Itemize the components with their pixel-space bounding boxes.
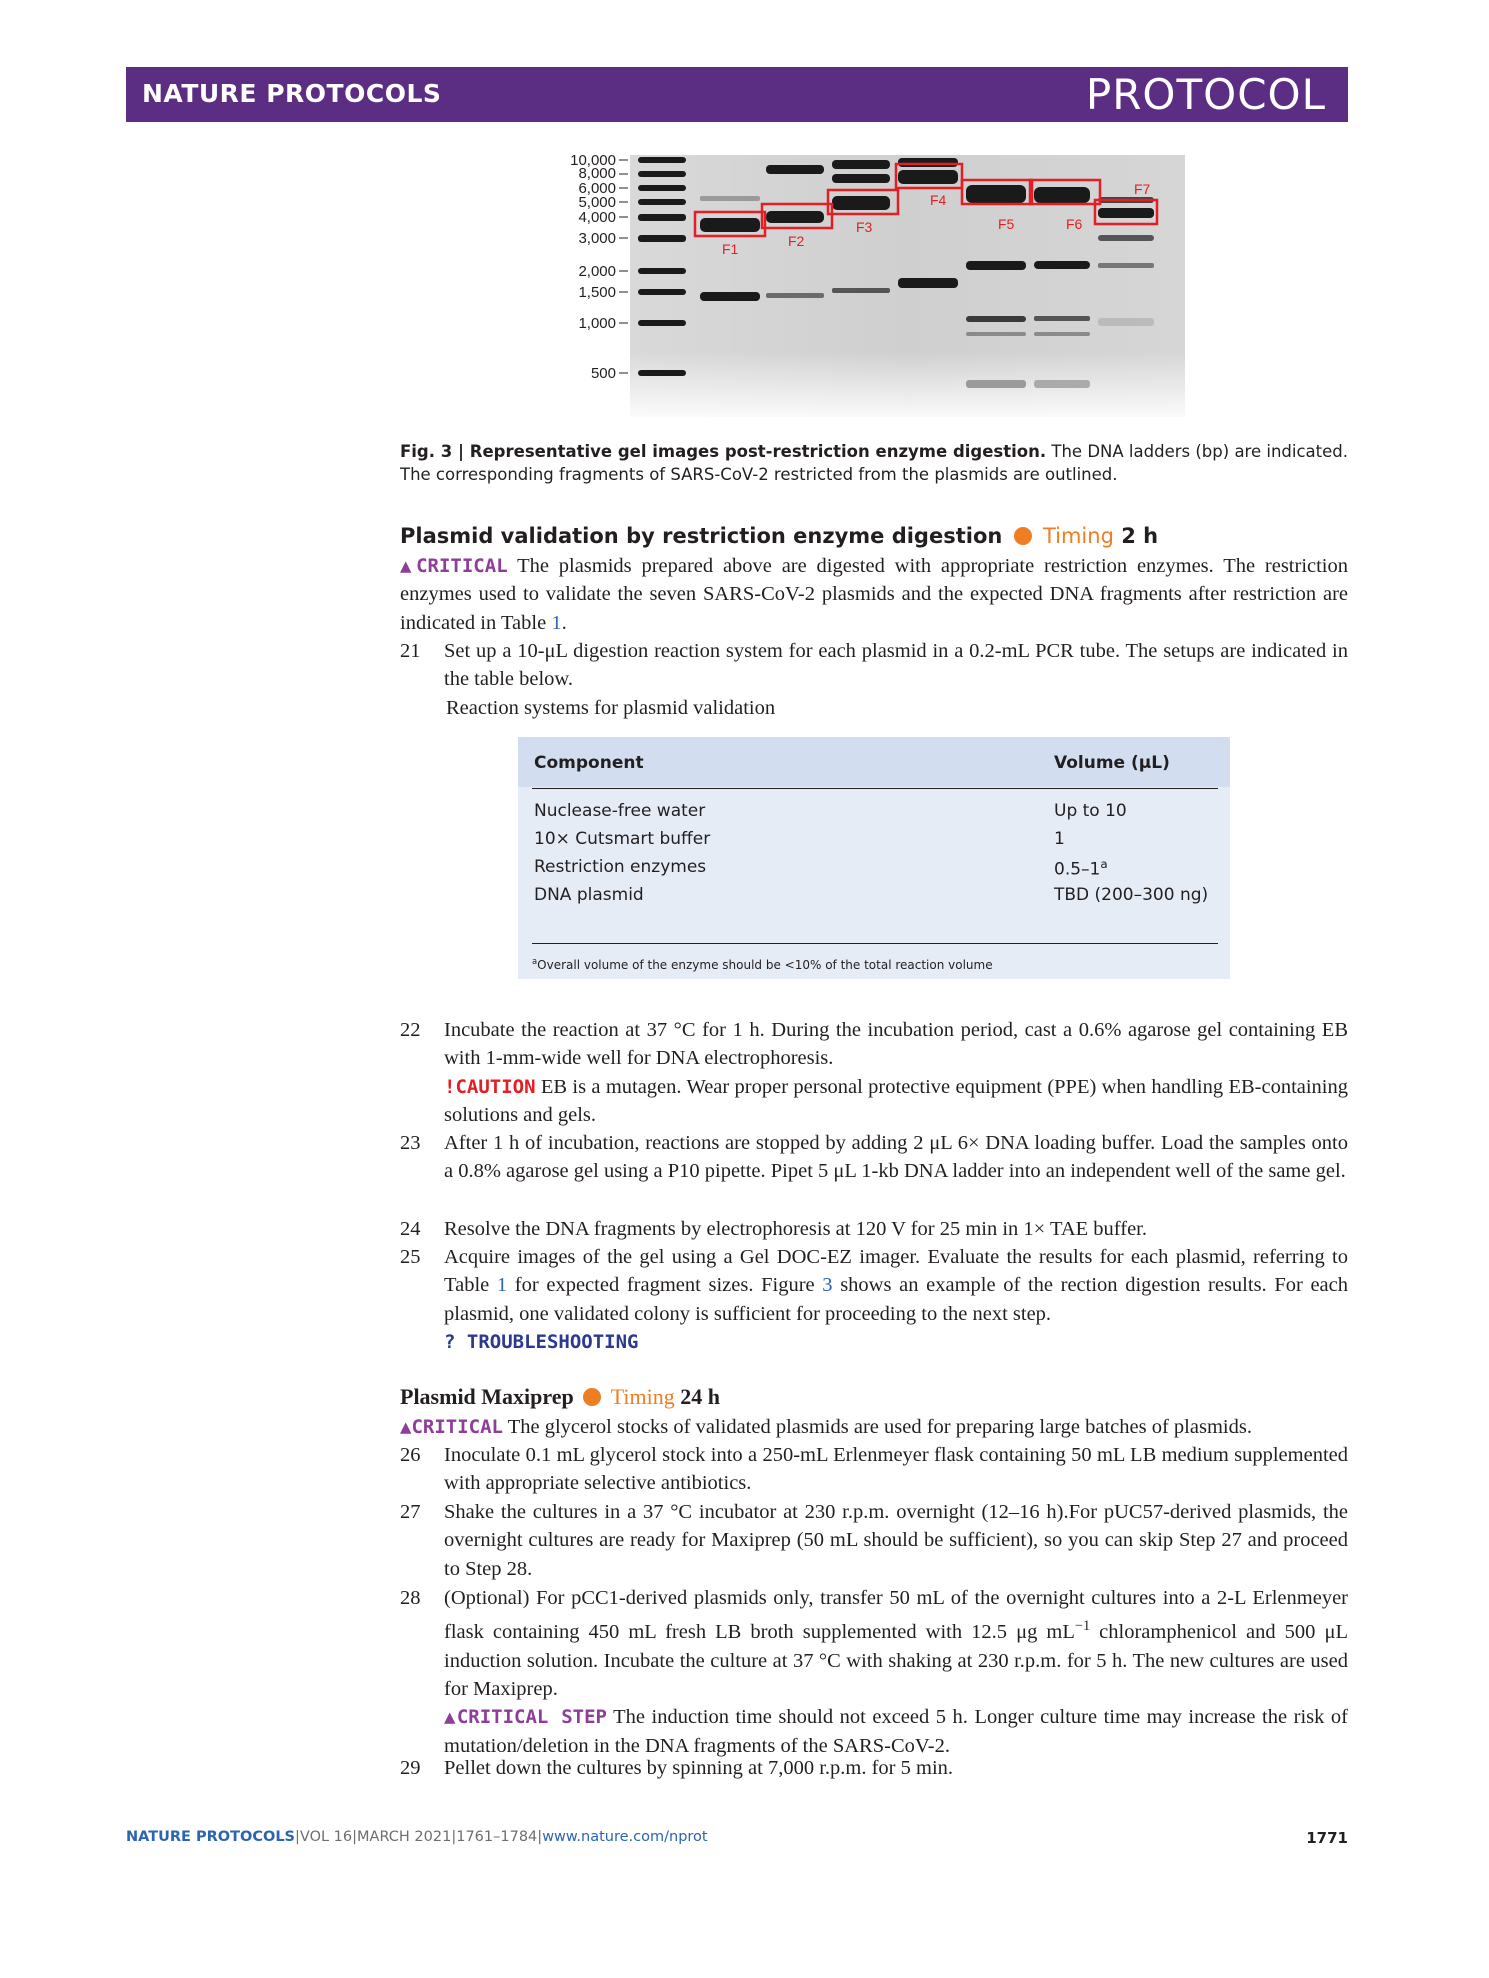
fragment-label: F7 xyxy=(1134,181,1151,197)
caution-text: EB is a mutagen. Wear proper personal protective equipment (PPE) when handling EB-containing solutions and gels. xyxy=(444,1075,1349,1127)
step-number: 25 xyxy=(400,1246,421,1268)
fragment-label: F2 xyxy=(788,233,805,249)
step-number: 21 xyxy=(400,640,421,662)
step-number: 29 xyxy=(400,1757,421,1779)
page-number: 1771 xyxy=(1306,1829,1348,1847)
step-text: Inoculate 0.1 mL glycerol stock into a 250-mL Erlenmeyer flask containing 50 mL LB medium supplemented with appropriate selective antibiotics. xyxy=(444,1444,1348,1495)
table-link[interactable]: 1 xyxy=(551,611,562,634)
step-22 xyxy=(400,1016,1348,1130)
step-25 xyxy=(400,1243,1348,1357)
timing-value: 24 h xyxy=(680,1384,721,1409)
critical-tag: ▲CRITICAL xyxy=(400,555,508,577)
ladder-label: 1,000 xyxy=(578,315,616,332)
critical-note-maxiprep xyxy=(400,1413,1348,1441)
table-cell-component: Restriction enzymes xyxy=(534,857,707,877)
page-footer: NATURE PROTOCOLS|VOL 16|MARCH 2021|1761–1784|www.nature.com/nprot 1771 xyxy=(126,1829,1348,1847)
step-number: 23 xyxy=(400,1132,421,1154)
fragment-label: F4 xyxy=(930,192,947,208)
step-text: Pellet down the cultures by spinning at 7,000 r.p.m. for 5 min. xyxy=(444,1757,954,1779)
timing-dot-icon xyxy=(583,1388,601,1406)
critical-end: . xyxy=(561,611,567,634)
step-number: 24 xyxy=(400,1218,421,1240)
critical-step-note xyxy=(444,1703,1348,1760)
step-21 xyxy=(400,637,1348,722)
step-text: Resolve the DNA fragments by electrophoresis at 120 V for 25 min in 1× TAE buffer. xyxy=(444,1218,1148,1240)
caption-text: The DNA ladders (bp) are indicated. The corresponding fragments of SARS-CoV-2 restricted from the plasmids are outlined. xyxy=(400,442,1349,484)
reaction-table xyxy=(518,737,1230,979)
step-text: Acquire images of the gel using a Gel DOC-EZ imager. Evaluate the results for each plasmid, referring to Table 1 for expected fragment sizes. Figure 3 shows an example of the rection digestion results. For each plasmid, one validated colony is sufficient for proceeding to the next step. xyxy=(444,1246,1349,1325)
critical-note-validation xyxy=(400,552,1348,637)
table-cell-volume: TBD (200–300 ng) xyxy=(1054,885,1209,905)
step-text: Set up a 10-μL digestion reaction system for each plasmid in a 0.2-mL PCR tube. The setups are indicated in the table below. xyxy=(444,640,1348,691)
footer-date: MARCH 2021 xyxy=(357,1829,452,1845)
step-number: 28 xyxy=(400,1587,421,1609)
column-header-volume: Volume (μL) xyxy=(1054,753,1170,773)
footer-pages: 1761–1784 xyxy=(456,1829,538,1845)
timing-label: Timing xyxy=(610,1384,675,1409)
step-27 xyxy=(400,1498,1348,1583)
ladder-label: 6,000 xyxy=(578,180,616,197)
timing-value: 2 h xyxy=(1121,524,1159,548)
figure-caption xyxy=(400,440,1348,486)
footer-url-link[interactable]: www.nature.com/nprot xyxy=(542,1829,708,1845)
section-title: Plasmid Maxiprep xyxy=(400,1384,574,1409)
table-cell-component: DNA plasmid xyxy=(534,885,644,905)
ladder-label: 500 xyxy=(590,365,616,382)
figure-link[interactable]: 3 xyxy=(822,1274,833,1297)
fragment-label: F1 xyxy=(722,241,739,257)
table-title: Reaction systems for plasmid validation xyxy=(446,696,776,719)
step-29 xyxy=(400,1754,1348,1782)
section-title: Plasmid validation by restriction enzyme digestion xyxy=(400,524,1003,548)
caution-note xyxy=(444,1073,1348,1130)
table-header xyxy=(518,737,1230,787)
header-bar xyxy=(126,67,1348,122)
table-link[interactable]: 1 xyxy=(496,1274,508,1297)
step-text: Incubate the reaction at 37 °C for 1 h. During the incubation period, cast a 0.6% agarose gel containing EB with 1-mm-wide well for DNA electrophoresis. xyxy=(444,1019,1348,1070)
ladder-label: 5,000 xyxy=(578,194,616,211)
critical-text: The induction time should not exceed 5 h. Longer culture time may increase the risk of mutation/deletion in the DNA fragments of the SARS-CoV-2. xyxy=(444,1706,1348,1757)
fragment-label: F5 xyxy=(998,216,1015,232)
fragment-label: F3 xyxy=(856,219,873,235)
journal-name: NATURE PROTOCOLS xyxy=(142,79,442,108)
footer-journal: NATURE PROTOCOLS xyxy=(126,1829,296,1845)
table-cell-volume: Up to 10 xyxy=(1054,801,1127,821)
timing-label: Timing xyxy=(1042,524,1114,548)
table-cell-component: Nuclease-free water xyxy=(534,801,706,821)
table-cell-component: 10× Cutsmart buffer xyxy=(534,829,711,849)
critical-text: The glycerol stocks of validated plasmids are used for preparing large batches of plasmids. xyxy=(507,1416,1252,1438)
step-text: Shake the cultures in a 37 °C incubator at 230 r.p.m. overnight (12–16 h).For pUC57-derived plasmids, the overnight cultures are ready for Maxiprep (50 mL should be sufficient), so you can skip Step 27 and proceed to Step 28. xyxy=(444,1501,1348,1580)
timing-dot-icon xyxy=(1014,527,1032,545)
table-cell-volume: 1 xyxy=(1054,829,1065,849)
caption-title: Fig. 3 | Representative gel images post-restriction enzyme digestion. xyxy=(400,442,1047,461)
section-heading-maxiprep xyxy=(400,1384,720,1410)
critical-text: The plasmids prepared above are digested with appropriate restriction enzymes. The restriction enzymes used to validate the seven SARS-CoV-2 plasmids and the expected DNA fragments after restriction are indicated in Table xyxy=(400,555,1349,634)
step-number: 27 xyxy=(400,1501,421,1523)
critical-tag: ▲CRITICAL STEP xyxy=(444,1706,607,1729)
column-header-component: Component xyxy=(534,753,644,773)
caution-tag: !CAUTION xyxy=(444,1075,536,1098)
ladder-label: 4,000 xyxy=(578,209,616,226)
article-type: PROTOCOL xyxy=(1085,70,1326,119)
ladder-label: 8,000 xyxy=(578,165,616,182)
critical-tag: ▲CRITICAL xyxy=(400,1416,503,1438)
step-number: 22 xyxy=(400,1019,421,1041)
step-24 xyxy=(400,1215,1348,1243)
table-footnote: $^a$Overall volume of the enzyme should be <10% of the total reaction volume xyxy=(532,956,993,972)
fragment-label: F6 xyxy=(1066,216,1083,232)
step-28 xyxy=(400,1584,1348,1760)
ladder-label: 10,000 xyxy=(570,152,616,169)
ladder-label: 1,500 xyxy=(578,284,616,301)
step-text: After 1 h of incubation, reactions are stopped by adding 2 μL 6× DNA loading buffer. Load the samples onto a 0.8% agarose gel using a P10 pipette. Pipet 5 μL 1-kb DNA ladder into an independent well of the same gel. xyxy=(444,1132,1348,1183)
ladder-label: 3,000 xyxy=(578,230,616,247)
gel-figure xyxy=(530,150,1190,420)
section-heading-validation xyxy=(400,524,1158,548)
footer-volume: VOL 16 xyxy=(299,1829,353,1845)
ladder-label: 2,000 xyxy=(578,263,616,280)
step-26 xyxy=(400,1441,1348,1498)
troubleshooting-link[interactable]: ? TROUBLESHOOTING xyxy=(444,1331,639,1354)
table-cell-volume: 0.5–1$^a$ xyxy=(1054,857,1108,880)
step-text: (Optional) For pCC1-derived plasmids only, transfer 50 mL of the overnight cultures into a 2-L Erlenmeyer flask containing 450 mL fresh LB broth supplemented with 12.5 μg $mL^{-1}$ chloramphenicol and 500 μL induction solution. Incubate the culture at 37 °C with shaking at 230 r.p.m. for 5 h. The new cultures are used for Maxiprep. xyxy=(444,1587,1348,1701)
step-number: 26 xyxy=(400,1444,421,1466)
step-23 xyxy=(400,1129,1348,1186)
